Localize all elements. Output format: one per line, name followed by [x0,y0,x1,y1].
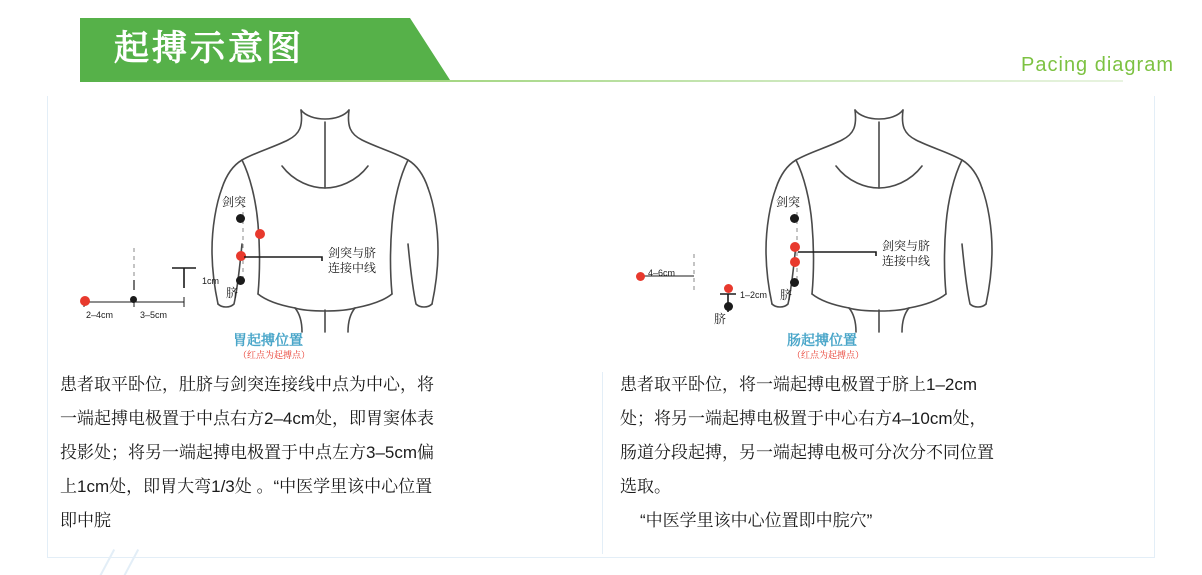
header-divider [80,80,1123,82]
description-line: 上1cm处，即胃大弯1/3处 。“中医学里该中心位置 [60,477,433,496]
description-line: 患者取平卧位，将一端起搏电极置于脐上1–2cm [620,375,978,394]
marker-pacing-vertical-upper [724,284,733,293]
label-midline-1: 剑突与脐 [328,246,377,260]
header-subtitle: Pacing diagram [1021,54,1174,76]
description-line: 处；将另一端起搏电极置于中心右方4–10cm处， [620,409,987,428]
marker-navel [236,276,245,285]
label-dim-4-6cm: 4–6cm [648,268,676,278]
column-divider [602,372,603,554]
label-navel: 脐 [780,288,793,302]
content-panel [47,96,1155,558]
figure-caption-intestine: 肠起搏位置 [787,332,857,348]
description-line: 即中脘 [60,511,111,530]
label-dim-3-5cm: 3–5cm [140,310,168,320]
marker-pacing-left [80,296,90,306]
description-line: 一端起搏电极置于中点右方2–4cm处，即胃窦体表 [60,409,435,428]
figure-intestine [602,96,1156,368]
label-xiphoid: 剑突 [222,195,247,209]
label-1cm: 1cm [202,276,220,286]
figure-caption-stomach: 胃起搏位置 [233,332,303,348]
marker-navel-lower [724,302,733,311]
description-line: 投影处；将另一端起搏电极置于中点左方3–5cm偏 [60,443,435,462]
description-line: 选取。 [620,477,671,496]
diagram-area [48,96,1156,368]
description-intestine [620,368,1120,538]
figure-stomach [48,96,602,368]
marker-pacing-side [636,272,645,281]
marker-xiphoid [236,214,245,223]
marker-reference-center [130,296,137,303]
label-dim-1-2cm: 1–2cm [740,290,768,300]
label-midline-1: 剑突与脐 [882,239,931,253]
label-navel-lower: 脐 [714,312,727,326]
figure-caption-note-intestine: （红点为起搏点） [792,350,865,360]
description-line: 肠道分段起搏，另一端起搏电极可分次分不同位置 [620,443,994,462]
description-stomach [60,368,560,538]
label-dim-2-4cm: 2–4cm [86,310,114,320]
page-title: 起搏示意图 [114,29,305,68]
label-midline-2: 连接中线 [882,254,931,268]
description-area [48,368,1156,558]
marker-pacing-right [255,229,265,239]
label-xiphoid: 剑突 [776,195,801,209]
description-line: “中医学里该中心位置即中脘穴” [640,511,873,530]
description-line: 患者取平卧位，肚脐与剑突连接线中点为中心，将 [60,375,434,394]
figure-caption-note-stomach: （红点为起搏点） [238,350,311,360]
label-midline-2: 连接中线 [328,261,377,275]
label-navel: 脐 [226,286,239,300]
header-banner [80,18,450,80]
marker-xiphoid [790,214,799,223]
marker-navel [790,278,799,287]
